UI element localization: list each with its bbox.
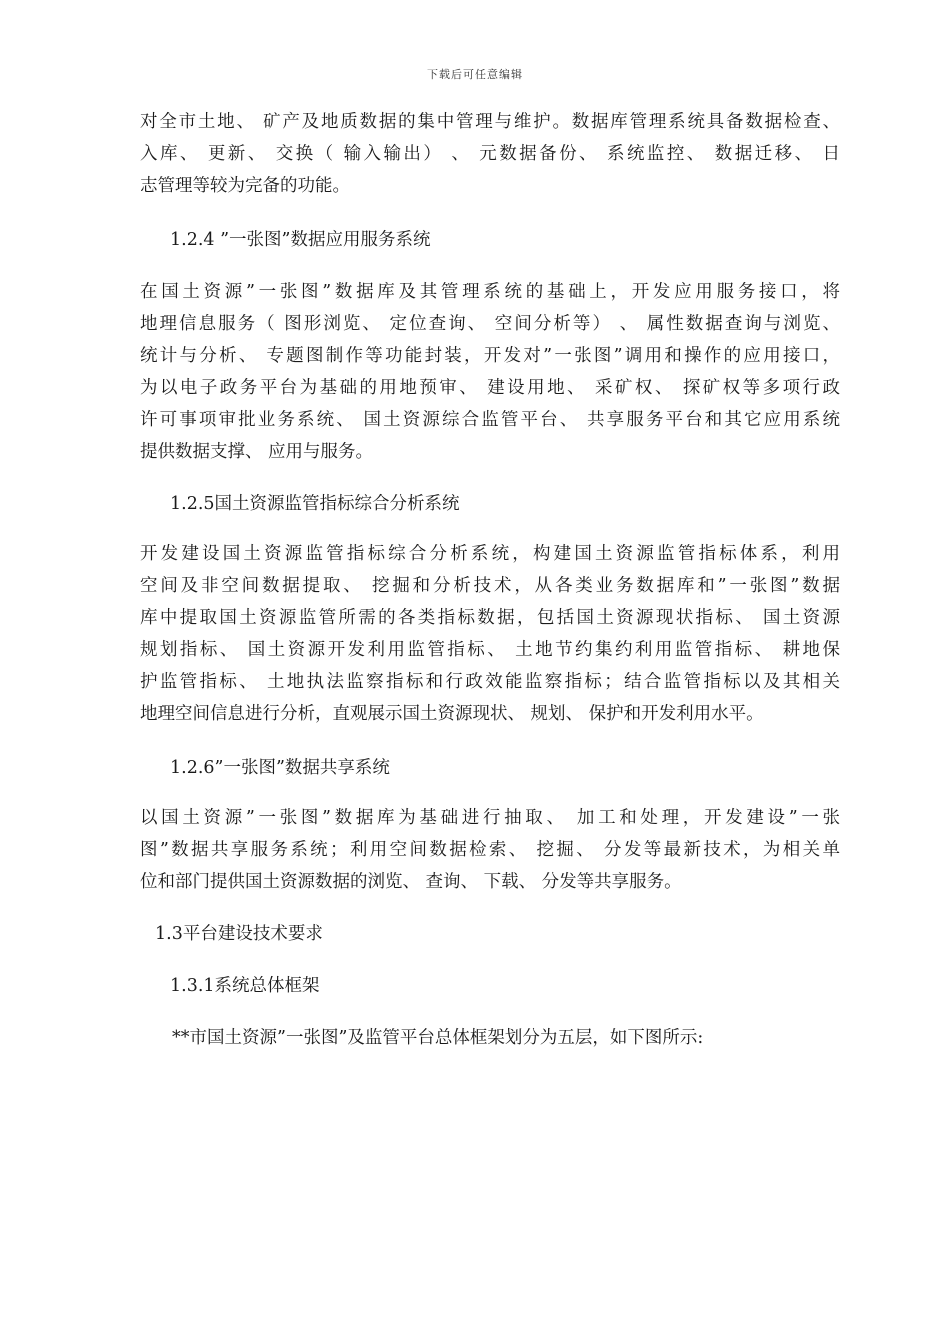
text-line: 规划指标、 国土资源开发利用监管指标、 土地节约集约利用监管指标、 耕地保 [140,640,840,660]
paragraph-indicator-analysis [140,538,840,730]
text-line: 为以电子政务平台为基础的用地预审、 建设用地、 采矿权、 探矿权等多项行政 [140,378,840,398]
text-line: 志管理等较为完备的功能。 [140,176,350,196]
text-line: 提供数据支撑、 应用与服务。 [140,442,374,462]
text-line: 护监管指标、 土地执法监察指标和行政效能监察指标；结合监管指标以及其相关 [140,672,840,692]
text-line: 空间及非空间数据提取、 挖掘和分析技术，从各类业务数据库和”一张图”数据 [140,576,840,596]
section-heading-1-2-6: 1.2.6”一张图”数据共享系统 [170,758,390,778]
text-line: 以国土资源”一张图”数据库为基础进行抽取、 加工和处理，开发建设”一张 [140,808,840,828]
text-line: 对全市土地、 矿产及地质数据的集中管理与维护。数据库管理系统具备数据检查、 [140,112,840,132]
text-line: 统计与分析、 专题图制作等功能封装，开发对”一张图”调用和操作的应用接口， [140,346,840,366]
text-line: 开发建设国土资源监管指标综合分析系统，构建国土资源监管指标体系，利用 [140,544,840,564]
page-header: 下载后可任意编辑 [427,68,523,81]
paragraph-framework-intro: **市国土资源”一张图”及监管平台总体框架划分为五层，如下图所示: [172,1028,704,1048]
text-line: 库中提取国土资源监管所需的各类指标数据，包括国土资源现状指标、 国土资源 [140,608,840,628]
paragraph-data-management [140,106,840,202]
section-heading-1-2-4: 1.2.4 ”一张图”数据应用服务系统 [170,230,431,250]
text-line: 地理空间信息进行分析，直观展示国土资源现状、 规划、 保护和开发利用水平。 [140,704,764,724]
section-heading-1-3-1: 1.3.1系统总体框架 [170,976,320,996]
text-line: 图”数据共享服务系统；利用空间数据检索、 挖掘、 分发等最新技术，为相关单 [140,840,840,860]
section-heading-1-2-5: 1.2.5国土资源监管指标综合分析系统 [170,494,460,514]
text-line: 位和部门提供国土资源数据的浏览、 查询、 下载、 分发等共享服务。 [140,872,682,892]
text-line: 地理信息服务（ 图形浏览、 定位查询、 空间分析等） 、 属性数据查询与浏览、 [140,314,840,334]
text-line: 入库、 更新、 交换（ 输入输出） 、 元数据备份、 系统监控、 数据迁移、 日 [140,144,840,164]
paragraph-application-service [140,276,840,468]
section-heading-1-3: 1.3平台建设技术要求 [155,924,323,944]
text-line: 在国土资源”一张图”数据库及其管理系统的基础上，开发应用服务接口，将 [140,282,840,302]
text-line: 许可事项审批业务系统、 国土资源综合监管平台、 共享服务平台和其它应用系统 [140,410,840,430]
paragraph-data-sharing [140,802,840,898]
